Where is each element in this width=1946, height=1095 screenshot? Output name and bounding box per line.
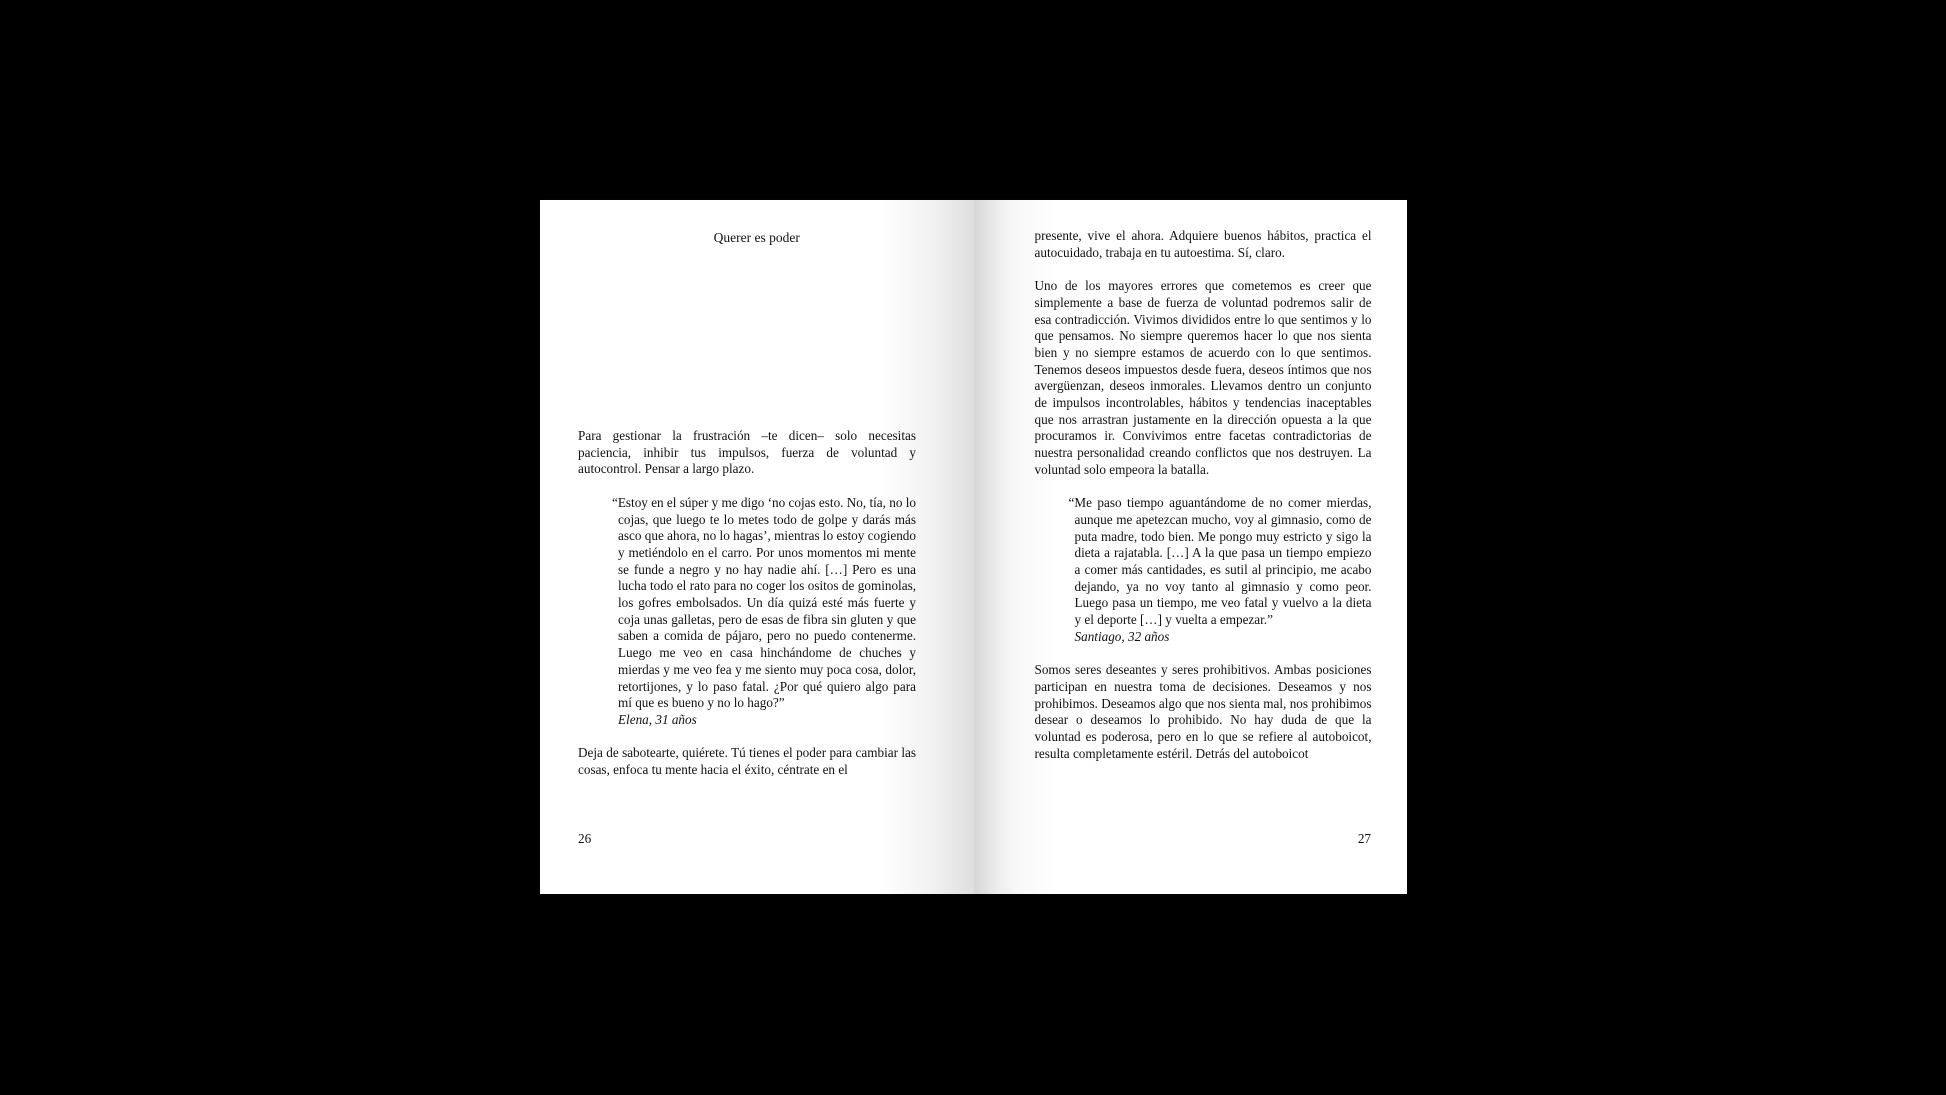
book-spread	[540, 200, 1407, 894]
paragraph: Deja de sabotearte, quiérete. Tú tienes el poder para cambiar las cosas, enfoca tu mente hacia el éxito, céntrate en el	[578, 745, 916, 778]
paragraph: Para gestionar la frustración –te dicen– solo necesitas paciencia, inhibir tus impulsos, fuerza de voluntad y autocontrol. Pensar a largo plazo.	[578, 428, 916, 477]
paragraph: presente, vive el ahora. Adquiere buenos hábitos, practica el autocuidado, trabaja en tu autoestima. Sí, claro.	[1034, 228, 1372, 260]
block-quote	[1035, 495, 1372, 645]
page-number: 27	[1357, 831, 1371, 846]
quote-text: “Me paso tiempo aguantándome de no comer mierdas, aunque me apetezcan mucho, voy al gimnasio, como de puta madre, todo bien. Me pongo muy estricto y sigo la dieta a rajatabla. […] A la que pasa un tiempo empiezo a comer más cantidades, es sutil al principio, me acabo dejando, ya no voy tanto al gimnasio y como peor. Luego pasa un tiempo, me veo fatal y vuelvo a la dieta y el deporte […] y vuelta a empezar.”	[1068, 495, 1372, 628]
running-head: Querer es poder	[713, 230, 800, 245]
paragraph: Somos seres deseantes y seres prohibitivos. Ambas posiciones participan en nuestra toma de decisiones. Deseamos y nos prohibimos. Deseamos algo que nos sienta mal, nos prohibimos desear o deseamos lo prohibido. No hay duda de que la voluntad es poderosa, pero en lo que se refiere al autoboicot, resulta completamente estéril. Detrás del autoboicot	[1034, 662, 1372, 761]
paragraph: Uno de los mayores errores que cometemos es creer que simplemente a base de fuerza de voluntad podremos salir de esa contradicción. Vivimos divididos entre lo que sentimos y lo que pensamos. No siempre queremos hacer lo que nos sienta bien y no siempre estamos de acuerdo con lo que sentimos. Tenemos deseos impuestos desde fuera, deseos íntimos que nos avergüenzan, deseos inmorales. Llevamos dentro un conjunto de impulsos incontrolables, hábitos y tendencias inaceptables que nos arrastran justamente en la dirección opuesta a la que procuramos ir. Convivimos entre facetas contradictorias de nuestra personalidad creando conflictos que nos destruyen. La voluntad solo empeora la batalla.	[1034, 278, 1372, 477]
right-page	[974, 200, 1408, 894]
page-number: 26	[578, 831, 592, 846]
left-page-body	[578, 428, 916, 779]
quote-attribution: Elena, 31 años	[618, 711, 697, 727]
quote-attribution: Santiago, 32 años	[1074, 628, 1170, 644]
quote-text: “Estoy en el súper y me digo ‘no cojas esto. No, tía, no lo cojas, que luego te lo metes todo de golpe y darás más asco que ahora, no lo hagas’, mientras lo estoy cogiendo y metiéndolo en el carro. Por unos momentos mi mente se funde a negro y no hay nadie ahí. […] Pero es una lucha todo el rato para no coger los ositos de gominolas, los gofres embolsados. Un día quizá esté más fuerte y coja unas galletas, pero de esas de fibra sin gluten y que saben a comida de pájaro, pero no puedo contenerme. Luego me veo en casa hinchándome de chuches y mierdas y me veo fea y me siento muy poca cosa, dolor, retortijones, y lo paso fatal. ¿Por qué quiero algo para mí que es bueno y no lo hago?”	[612, 494, 916, 711]
block-quote	[578, 495, 916, 729]
left-page	[540, 200, 974, 894]
right-page-body	[1035, 228, 1372, 762]
